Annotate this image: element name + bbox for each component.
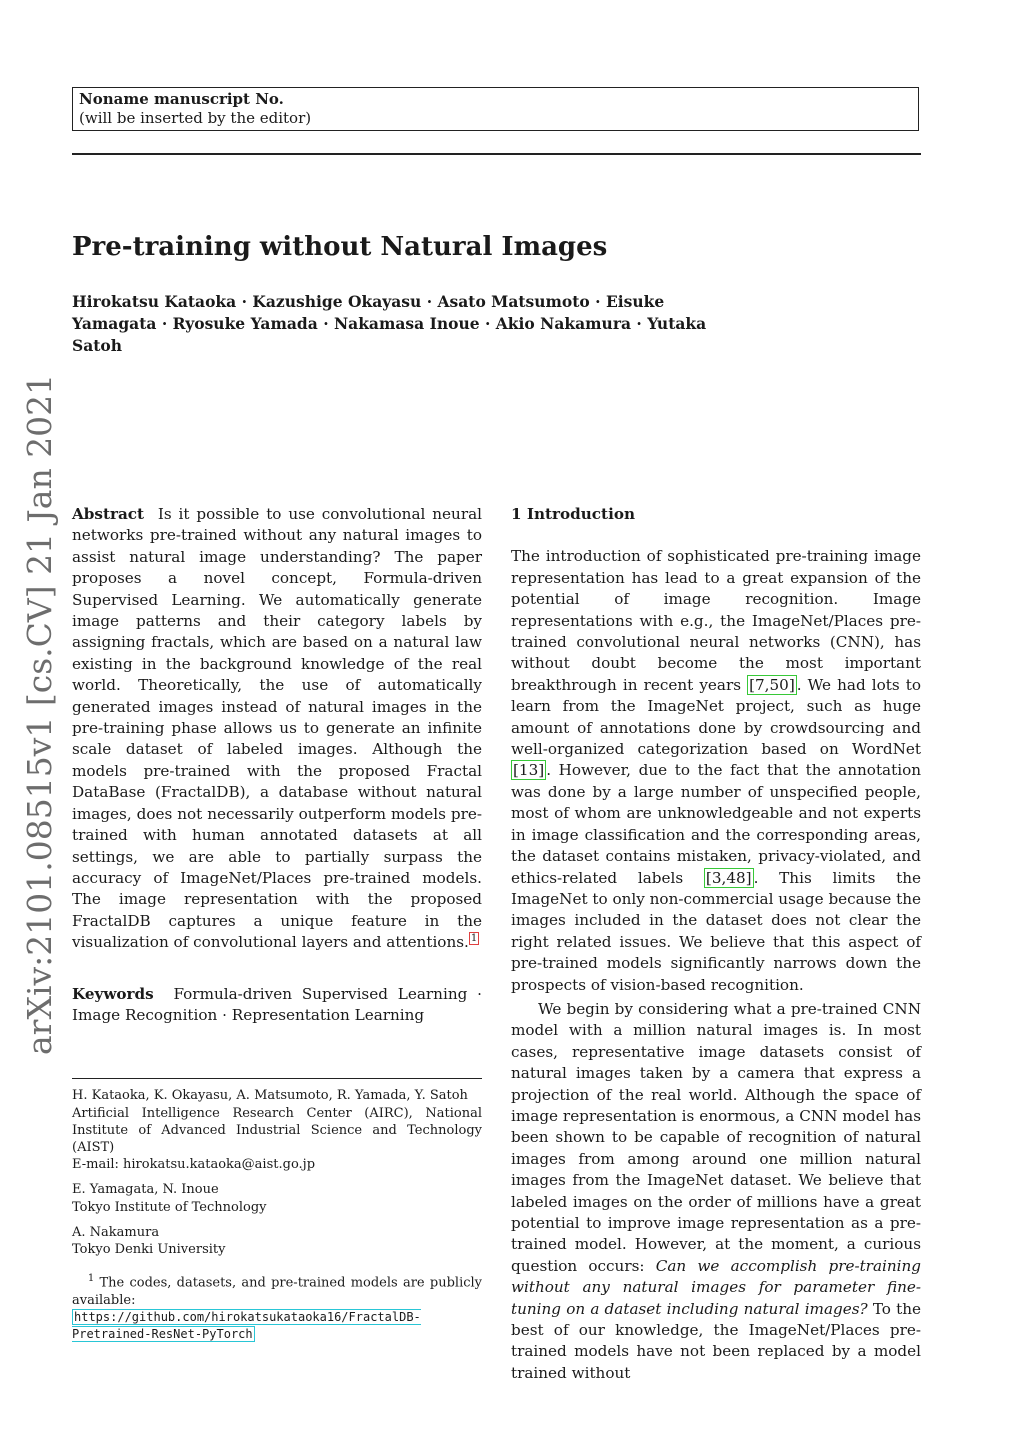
affiliation-org: Tokyo Denki University [72,1241,226,1257]
intro-text: We begin by considering what a pre-trained CNN model with a million natural images is. In most cases, representative image datasets consist of natural images taken by a camera that express a projection of the real world. Although the space of image representation is enormous, a CNN model has been shown to be capable of recognition of natural images from among around one million natural images from the ImageNet dataset. We believe that labeled images on the order of millions have a great potential to improve image representation as a pre-trained model. However, at the moment, a curious question occurs: [511,999,921,1275]
abstract-label: Abstract [72,505,145,523]
paper-title: Pre-training without Natural Images [72,232,608,262]
citation-link[interactable]: [7,50] [749,675,795,694]
right-column [511,504,921,1384]
intro-text: . This limits the ImageNet to only non-commercial usage because the images included in the dataset does not clear the right related issues. We believe that this aspect of pre-trained models significantly narrows down the prospects of vision-based recognition. [511,868,921,994]
affiliation-block [72,1087,482,1173]
abstract [72,504,482,954]
manuscript-box [72,87,919,131]
manuscript-note: (will be inserted by the editor) [79,109,312,127]
affiliation-org: Tokyo Institute of Technology [72,1199,267,1215]
section-heading: 1 Introduction [511,505,636,523]
code-url-link[interactable]: https://github.com/hirokatsukataoka16/FractalDB-Pretrained-ResNet-PyTorch [72,1309,421,1342]
affiliation-block [72,1224,482,1258]
intro-paragraph-1 [511,546,921,996]
keywords-label: Keywords [72,984,154,1003]
footnote [72,1270,482,1343]
affiliation-names: H. Kataoka, K. Okayasu, A. Matsumoto, R. Yamada, Y. Satoh [72,1088,468,1104]
affiliation-email: E-mail: hirokatsu.kataoka@aist.go.jp [72,1157,316,1173]
left-column [72,504,482,1343]
citation-link[interactable]: [13] [513,761,545,780]
footnote-mark: 1 [87,1273,95,1285]
intro-paragraph-2 [511,999,921,1384]
footnote-rule [72,1078,482,1079]
intro-text: . We had lots to learn from the ImageNet project, such as huge amount of annotations done by crowdsourcing and well-organized categorization based on WordNet [511,675,921,759]
arxiv-identifier: arXiv:2101.08515v1 [cs.CV] 21 Jan 2021 [20,373,59,1055]
intro-text: . However, due to the fact that the annotation was done by a large number of unspecified people, most of whom are unknowledgeable and not experts in image classification and the corresponding areas, the dataset contains mistaken, privacy-violated, and ethics-related labels [511,761,921,887]
manuscript-number: Noname manuscript No. [79,90,284,108]
affiliation-names: A. Nakamura [72,1224,160,1240]
intro-text: The introduction of sophisticated pre-training image representation has lead to a great expansion of the potential of image recognition. Image representations with e.g., the ImageNet/Places pre-trained convolutional neural networks (CNN), has without doubt become the most important breakthrough in recent years [511,547,921,694]
header-rule [72,153,921,155]
keywords [72,984,482,1027]
research-question: Can we accomplish pre-training without any natural images for parameter fine-tuning on a dataset including natural images? [511,1256,921,1318]
intro-text: To the best of our knowledge, the ImageNet/Places pre-trained models have not been replaced by a model trained without [511,1299,921,1382]
author-list: Hirokatsu Kataoka · Kazushige Okayasu · Asato Matsumoto · Eisuke Yamagata · Ryosuke Yamada · Nakamasa Inoue · Akio Nakamura · Yutaka Satoh [72,292,707,355]
affiliation-org: Artificial Intelligence Research Center (AIRC), National Institute of Advanced Industrial Science and Technology (AIST) [72,1105,482,1155]
affiliation-block [72,1181,482,1215]
abstract-text: Is it possible to use convolutional neural networks pre-trained without any natural images to assist natural image understanding? The paper proposes a novel concept, Formula-driven Supervised Learning. We automatically generate image patterns and their category labels by assigning fractals, which are based on a natural law existing in the background knowledge of the real world. Theoretically, the use of automatically generated images instead of natural images in the pre-training phase allows us to generate an infinite scale dataset of labeled images. Although the models pre-trained with the proposed Fractal DataBase (FractalDB), a database without natural images, does not necessarily outperform models pre-trained with human annotated datasets at all settings, we are able to partially surpass the accuracy of ImageNet/Places pre-trained models. The image representation with the proposed FractalDB captures a unique feature in the visualization of convolutional layers and attentions. [72,505,482,952]
footnote-text: The codes, datasets, and pre-trained models are publicly available: [72,1275,483,1308]
citation-link[interactable]: [3,48] [705,868,752,887]
footnote-link[interactable]: 1 [470,933,478,945]
affiliation-names: E. Yamagata, N. Inoue [72,1182,219,1198]
keywords-text: Formula-driven Supervised Learning · Image Recognition · Representation Learning [72,984,483,1024]
